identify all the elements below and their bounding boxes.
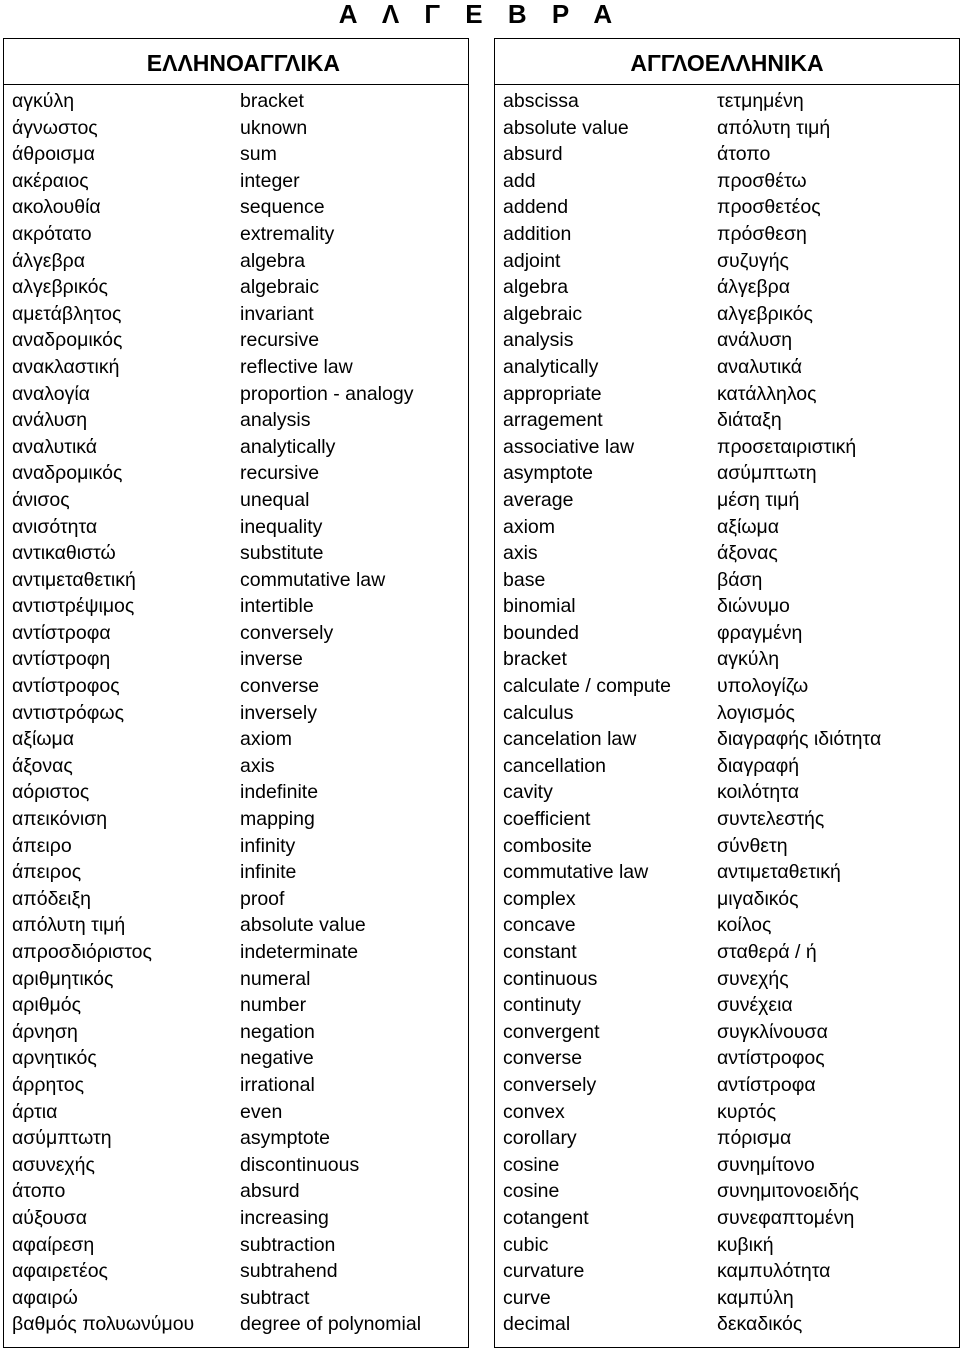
greek-translation: λογισμός xyxy=(717,701,795,724)
english-term: coefficient xyxy=(503,808,591,831)
glossary-row xyxy=(495,1205,959,1232)
glossary-row xyxy=(4,859,468,886)
glossary-row xyxy=(495,1258,959,1285)
glossary-row xyxy=(4,327,468,354)
greek-term: βαθμός πολυωνύμου xyxy=(12,1313,195,1336)
english-term: bracket xyxy=(503,648,567,671)
glossary-row xyxy=(495,1125,959,1152)
glossary-row xyxy=(495,141,959,168)
greek-term: άνισος xyxy=(12,488,70,511)
greek-translation: καμπυλότητα xyxy=(717,1260,831,1283)
english-greek-panel xyxy=(494,38,960,1348)
english-translation: negative xyxy=(240,1047,314,1070)
glossary-row xyxy=(4,1099,468,1126)
english-term: add xyxy=(503,169,536,192)
glossary-row xyxy=(4,1019,468,1046)
glossary-row xyxy=(495,1178,959,1205)
english-term: curvature xyxy=(503,1260,585,1283)
glossary-row xyxy=(4,1125,468,1152)
greek-translation: συντελεστής xyxy=(717,808,825,831)
english-translation: reflective law xyxy=(240,355,353,378)
greek-term: ανακλαστική xyxy=(12,355,120,378)
english-term: algebra xyxy=(503,276,569,299)
greek-term: αμετάβλητος xyxy=(12,302,122,325)
greek-term: άρνηση xyxy=(12,1020,78,1043)
page-title: Α Λ Γ Ε Β Ρ Α xyxy=(338,0,622,29)
english-term: constant xyxy=(503,941,577,963)
english-term: cancellation xyxy=(503,754,606,777)
greek-translation: κυρτός xyxy=(717,1100,777,1123)
greek-term: αξίωμα xyxy=(12,728,75,751)
glossary-row xyxy=(4,221,468,248)
greek-translation: μέση τιμή xyxy=(717,488,800,511)
english-term: cotangent xyxy=(503,1206,589,1229)
glossary-row xyxy=(4,1232,468,1259)
greek-term: ακρότατο xyxy=(12,222,92,245)
english-term: concave xyxy=(503,914,576,937)
glossary-row xyxy=(4,1045,468,1072)
greek-term: ασυνεχής xyxy=(12,1153,95,1176)
greek-term: αφαιρώ xyxy=(12,1286,78,1309)
greek-translation: σταθερά / ή xyxy=(717,941,817,963)
greek-term: αφαιρετέος xyxy=(12,1260,108,1283)
greek-translation: συνημίτονο xyxy=(717,1153,815,1176)
english-translation: substitute xyxy=(240,542,324,565)
english-term: cubic xyxy=(503,1233,549,1256)
glossary-row xyxy=(495,567,959,594)
english-translation: converse xyxy=(240,675,320,698)
english-term: complex xyxy=(503,887,576,910)
glossary-row xyxy=(4,540,468,567)
greek-translation: αναλυτικά xyxy=(717,355,803,378)
greek-term: άπειρο xyxy=(12,834,72,857)
english-term: cosine xyxy=(503,1153,560,1176)
greek-translation: ασύμπτωτη xyxy=(717,462,817,485)
greek-translation: συνέχεια xyxy=(717,994,793,1017)
glossary-row xyxy=(495,115,959,142)
greek-translation: κατάλληλος xyxy=(717,382,817,405)
glossary-row xyxy=(495,487,959,514)
greek-translation: συνημιτονοειδής xyxy=(717,1180,859,1203)
english-translation: invariant xyxy=(240,302,314,325)
greek-translation: άλγεβρα xyxy=(717,276,791,299)
greek-term: άθροισμα xyxy=(12,143,95,166)
glossary-row xyxy=(4,1152,468,1179)
glossary-row xyxy=(495,859,959,886)
greek-translation: άξονας xyxy=(717,542,778,565)
glossary-row xyxy=(4,567,468,594)
english-translation: absolute value xyxy=(240,914,366,937)
english-translation: analysis xyxy=(240,409,311,432)
glossary-row xyxy=(495,1072,959,1099)
glossary-row xyxy=(495,194,959,221)
glossary-row xyxy=(495,620,959,647)
glossary-row xyxy=(4,194,468,221)
english-term: algebraic xyxy=(503,302,583,325)
glossary-row xyxy=(495,301,959,328)
greek-term: ακέραιος xyxy=(12,169,89,192)
english-translation: infinity xyxy=(240,834,296,857)
glossary-row xyxy=(495,939,959,966)
greek-translation: διαγραφής ιδιότητα xyxy=(717,728,882,751)
greek-term: αλγεβρικός xyxy=(12,276,108,299)
greek-term: άπειρος xyxy=(12,861,82,884)
english-term: associative law xyxy=(503,435,635,458)
glossary-row xyxy=(4,753,468,780)
english-term: average xyxy=(503,488,574,511)
glossary-row xyxy=(4,460,468,487)
english-term: arragement xyxy=(503,409,603,432)
glossary-row xyxy=(495,168,959,195)
glossary-row xyxy=(4,168,468,195)
greek-term: άτοπο xyxy=(12,1180,66,1203)
greek-term: αύξουσα xyxy=(12,1206,87,1229)
english-term: decimal xyxy=(503,1313,571,1336)
glossary-row xyxy=(495,753,959,780)
english-translation: integer xyxy=(240,169,300,192)
greek-english-heading: ΕΛΛΗΝΟΑΓΓΛΙΚΑ xyxy=(4,39,468,85)
greek-translation: αντιμεταθετική xyxy=(717,861,841,884)
english-translation: axis xyxy=(240,754,275,777)
glossary-row xyxy=(4,833,468,860)
glossary-row xyxy=(4,1072,468,1099)
glossary-row xyxy=(4,966,468,993)
glossary-row xyxy=(4,354,468,381)
glossary-row xyxy=(495,1311,959,1338)
glossary-row xyxy=(495,327,959,354)
english-translation: commutative law xyxy=(240,568,386,591)
glossary-row xyxy=(4,673,468,700)
glossary-row xyxy=(4,806,468,833)
greek-translation: φραγμένη xyxy=(717,621,803,644)
greek-translation: διώνυμο xyxy=(717,595,790,618)
english-term: axis xyxy=(503,542,538,565)
greek-translation: συζυγής xyxy=(717,249,789,272)
glossary-row xyxy=(495,1019,959,1046)
english-term: analytically xyxy=(503,355,599,378)
english-translation: numeral xyxy=(240,967,311,990)
greek-term: αντιμεταθετική xyxy=(12,568,136,591)
greek-translation: άτοπο xyxy=(717,143,771,166)
english-translation: sum xyxy=(240,143,277,166)
english-translation: indefinite xyxy=(240,781,319,804)
greek-translation: προσθέτω xyxy=(717,169,807,192)
glossary-row xyxy=(4,593,468,620)
glossary-row xyxy=(495,646,959,673)
glossary-row xyxy=(495,912,959,939)
greek-translation: αλγεβρικός xyxy=(717,302,813,325)
english-translation: bracket xyxy=(240,90,304,112)
glossary-row xyxy=(4,726,468,753)
glossary-row xyxy=(495,886,959,913)
glossary-row xyxy=(495,992,959,1019)
glossary-row xyxy=(4,1285,468,1312)
glossary-row xyxy=(495,248,959,275)
glossary-row xyxy=(4,1205,468,1232)
english-translation: conversely xyxy=(240,621,334,644)
glossary-row xyxy=(4,115,468,142)
english-term: converse xyxy=(503,1047,583,1070)
glossary-row xyxy=(4,487,468,514)
glossary-row xyxy=(4,407,468,434)
english-term: commutative law xyxy=(503,861,649,884)
glossary-row xyxy=(4,992,468,1019)
glossary-row xyxy=(4,1178,468,1205)
english-translation: intertible xyxy=(240,595,314,618)
greek-translation: αξίωμα xyxy=(717,515,780,538)
english-term: appropriate xyxy=(503,382,602,405)
greek-term: αντίστροφα xyxy=(12,621,111,644)
glossary-row xyxy=(495,1232,959,1259)
greek-term: άλγεβρα xyxy=(12,249,86,272)
glossary-row xyxy=(495,806,959,833)
glossary-row xyxy=(4,620,468,647)
greek-translation: υπολογίζω xyxy=(717,675,809,698)
glossary-row xyxy=(495,514,959,541)
greek-term: αόριστος xyxy=(12,781,90,804)
glossary-row xyxy=(4,886,468,913)
glossary-row xyxy=(495,1099,959,1126)
english-translation: inequality xyxy=(240,515,323,538)
greek-term: αναλογία xyxy=(12,382,90,405)
greek-term: ανάλυση xyxy=(12,409,88,432)
glossary-row xyxy=(495,540,959,567)
english-term: absolute value xyxy=(503,116,629,139)
greek-term: αναδρομικός xyxy=(12,462,123,485)
greek-term: απόλυτη τιμή xyxy=(12,914,126,937)
glossary-row xyxy=(495,407,959,434)
english-term: absurd xyxy=(503,143,563,166)
glossary-row xyxy=(495,593,959,620)
english-term: cavity xyxy=(503,781,553,804)
greek-term: απεικόνιση xyxy=(12,808,108,831)
glossary-row xyxy=(495,966,959,993)
english-term: calculate / compute xyxy=(503,675,672,698)
greek-term: αναδρομικός xyxy=(12,329,123,352)
greek-term: αντίστροφος xyxy=(12,675,120,698)
english-translation: absurd xyxy=(240,1180,300,1203)
glossary-row xyxy=(4,912,468,939)
english-translation: discontinuous xyxy=(240,1153,360,1176)
greek-translation: πρόσθεση xyxy=(717,222,807,245)
english-term: curve xyxy=(503,1286,551,1309)
glossary-row xyxy=(495,1152,959,1179)
english-translation: subtraction xyxy=(240,1233,336,1256)
english-term: conversely xyxy=(503,1073,597,1096)
greek-translation: σύνθετη xyxy=(717,834,788,857)
greek-english-panel xyxy=(3,38,469,1348)
glossary-row xyxy=(495,1285,959,1312)
greek-translation: κοίλος xyxy=(717,914,772,937)
glossary-row xyxy=(495,460,959,487)
glossary-row xyxy=(4,141,468,168)
glossary-row xyxy=(495,726,959,753)
english-translation: axiom xyxy=(240,728,293,751)
glossary-row xyxy=(495,700,959,727)
english-term: bounded xyxy=(503,621,579,644)
greek-term: άξονας xyxy=(12,754,73,777)
english-term: base xyxy=(503,568,546,591)
greek-term: αντικαθιστώ xyxy=(12,542,116,565)
glossary-row xyxy=(495,381,959,408)
greek-translation: διαγραφή xyxy=(717,754,800,777)
english-translation: indeterminate xyxy=(240,941,359,963)
greek-translation: κοιλότητα xyxy=(717,781,799,804)
glossary-row xyxy=(4,514,468,541)
greek-term: απροσδιόριστος xyxy=(12,941,152,963)
greek-term: αφαίρεση xyxy=(12,1233,95,1256)
greek-translation: βάση xyxy=(717,568,763,591)
glossary-row xyxy=(495,833,959,860)
greek-translation: αντίστροφα xyxy=(717,1073,816,1096)
glossary-row xyxy=(4,301,468,328)
english-translation: degree of polynomial xyxy=(240,1313,422,1336)
greek-term: αντιστρόφως xyxy=(12,701,125,724)
greek-translation: προσεταιριστική xyxy=(717,435,857,458)
glossary-row xyxy=(4,700,468,727)
english-translation: subtract xyxy=(240,1286,310,1309)
greek-term: άρρητος xyxy=(12,1073,84,1096)
greek-translation: διάταξη xyxy=(717,409,782,432)
english-translation: negation xyxy=(240,1020,315,1043)
greek-term: άγνωστος xyxy=(12,116,98,139)
greek-english-list xyxy=(4,85,468,1338)
english-term: binomial xyxy=(503,595,576,618)
english-translation: uknown xyxy=(240,116,308,139)
english-term: axiom xyxy=(503,515,556,538)
greek-translation: συνεχής xyxy=(717,967,789,990)
glossary-row xyxy=(4,274,468,301)
english-translation: inversely xyxy=(240,701,317,724)
english-translation: asymptote xyxy=(240,1127,330,1150)
greek-term: αριθμητικός xyxy=(12,967,114,990)
greek-term: αντιστρέψιμος xyxy=(12,595,135,618)
glossary-row xyxy=(495,221,959,248)
english-term: addend xyxy=(503,196,569,219)
glossary-row xyxy=(4,1311,468,1338)
greek-translation: πόρισμα xyxy=(717,1127,792,1150)
greek-term: ασύμπτωτη xyxy=(12,1127,112,1150)
english-translation: sequence xyxy=(240,196,325,219)
glossary-row xyxy=(495,434,959,461)
english-term: asymptote xyxy=(503,462,593,485)
greek-term: απόδειξη xyxy=(12,887,92,910)
glossary-row xyxy=(495,274,959,301)
english-term: convergent xyxy=(503,1020,600,1043)
glossary-row xyxy=(495,88,959,115)
english-translation: analytically xyxy=(240,435,336,458)
glossary-row xyxy=(4,779,468,806)
glossary-row xyxy=(4,248,468,275)
greek-translation: απόλυτη τιμή xyxy=(717,116,831,139)
greek-translation: συγκλίνουσα xyxy=(717,1020,828,1043)
greek-term: αρνητικός xyxy=(12,1047,97,1070)
english-term: analysis xyxy=(503,329,574,352)
english-term: convex xyxy=(503,1100,565,1123)
english-term: abscissa xyxy=(503,90,579,112)
glossary-row xyxy=(495,354,959,381)
glossary-row xyxy=(4,88,468,115)
english-translation: extremality xyxy=(240,222,335,245)
greek-translation: τετμημένη xyxy=(717,90,804,112)
greek-translation: προσθετέος xyxy=(717,196,821,219)
english-translation: proof xyxy=(240,887,285,910)
greek-translation: καμπύλη xyxy=(717,1286,794,1309)
greek-term: άρτια xyxy=(12,1100,58,1123)
glossary-row xyxy=(4,434,468,461)
greek-translation: αντίστροφος xyxy=(717,1047,825,1070)
english-translation: algebra xyxy=(240,249,306,272)
english-term: corollary xyxy=(503,1127,577,1150)
english-term: continuty xyxy=(503,994,582,1017)
greek-term: αντίστροφη xyxy=(12,648,111,671)
english-term: combosite xyxy=(503,834,592,857)
glossary-row xyxy=(4,381,468,408)
english-translation: proportion - analogy xyxy=(240,382,414,405)
english-term: adjoint xyxy=(503,249,561,272)
english-term: cancelation law xyxy=(503,728,637,751)
english-translation: even xyxy=(240,1100,283,1123)
greek-translation: κυβική xyxy=(717,1233,774,1256)
english-translation: mapping xyxy=(240,808,315,831)
english-term: calculus xyxy=(503,701,574,724)
greek-translation: μιγαδικός xyxy=(717,887,799,910)
glossary-row xyxy=(4,939,468,966)
glossary-row xyxy=(4,646,468,673)
greek-translation: αγκύλη xyxy=(717,648,780,671)
greek-term: ακολουθία xyxy=(12,196,101,219)
greek-term: αγκύλη xyxy=(12,90,75,112)
greek-translation: δεκαδικός xyxy=(717,1313,803,1336)
glossary-row xyxy=(495,673,959,700)
english-translation: recursive xyxy=(240,329,320,352)
english-translation: algebraic xyxy=(240,276,320,299)
english-translation: unequal xyxy=(240,488,310,511)
english-translation: increasing xyxy=(240,1206,329,1229)
english-term: addition xyxy=(503,222,572,245)
greek-term: αναλυτικά xyxy=(12,435,98,458)
glossary-row xyxy=(4,1258,468,1285)
english-translation: number xyxy=(240,994,307,1017)
english-translation: irrational xyxy=(240,1073,315,1096)
english-translation: recursive xyxy=(240,462,320,485)
glossary-row xyxy=(495,779,959,806)
greek-term: ανισότητα xyxy=(12,515,98,538)
english-term: continuous xyxy=(503,967,598,990)
english-term: cosine xyxy=(503,1180,560,1203)
english-translation: inverse xyxy=(240,648,303,671)
greek-translation: ανάλυση xyxy=(717,329,793,352)
greek-translation: συνεφαπτομένη xyxy=(717,1206,855,1229)
glossary-row xyxy=(495,1045,959,1072)
english-greek-list xyxy=(495,85,959,1338)
english-translation: subtrahend xyxy=(240,1260,338,1283)
english-translation: infinite xyxy=(240,861,297,884)
greek-term: αριθμός xyxy=(12,994,82,1017)
english-greek-heading: ΑΓΓΛΟΕΛΛΗΝΙΚΑ xyxy=(495,39,959,85)
